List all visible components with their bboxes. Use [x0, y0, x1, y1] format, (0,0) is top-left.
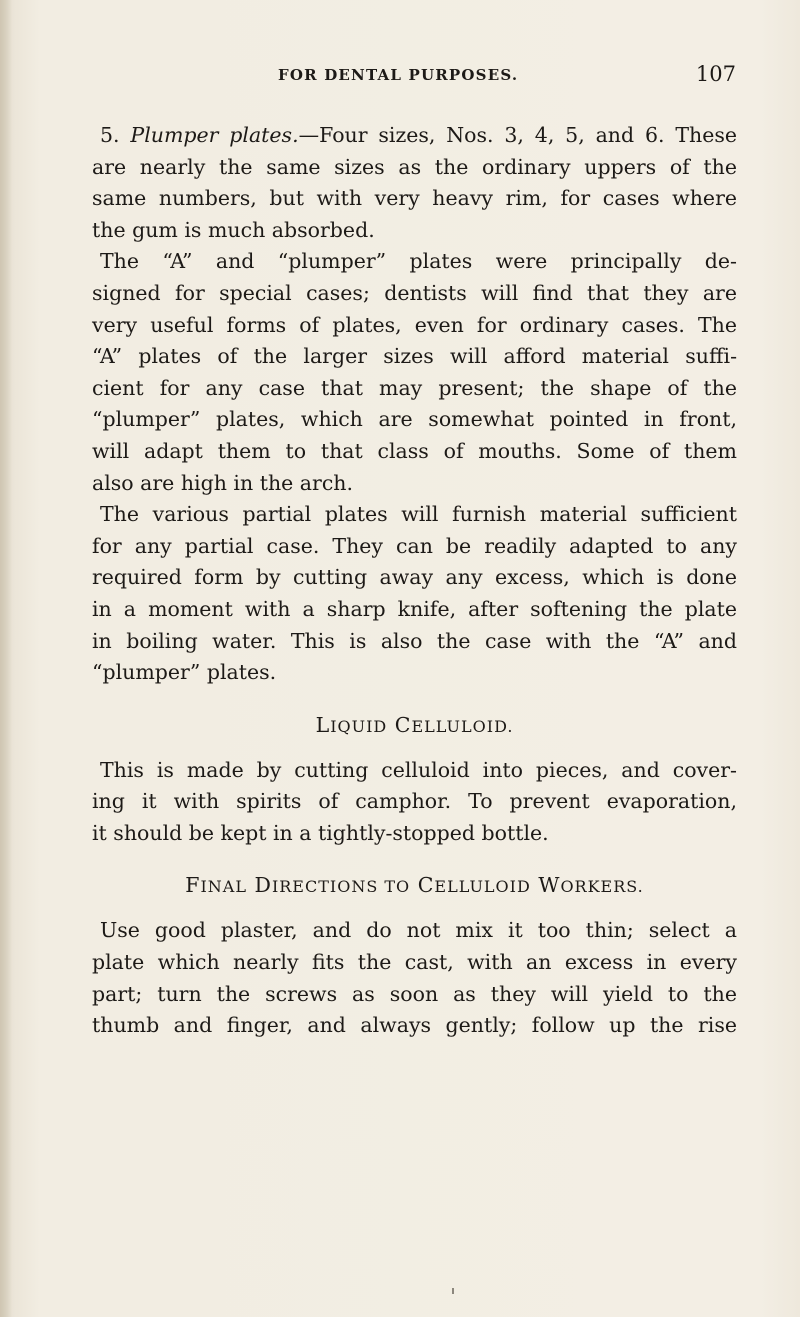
paragraph-2-line-2: signed for special cases; dentists will find that they are	[92, 280, 737, 305]
paragraph-2-line-8: also are high in the arch.	[92, 470, 354, 495]
paragraph-3-line-2: for any partial case. They can be readily adapted to any	[92, 533, 737, 558]
print-speck	[452, 1288, 454, 1294]
page-spine-shadow	[0, 0, 12, 1317]
paragraph-1-line-1	[92, 120, 737, 152]
heading-2-small-1: INAL	[200, 877, 247, 897]
paragraph-2-line-5: cient for any case that may present; the shape of the	[92, 375, 737, 400]
section-2-line-4: thumb and finger, and always gently; follow up the rise	[92, 1013, 737, 1038]
paragraph-1-line-4: the gum is much absorbed.	[92, 217, 375, 242]
heading-2-cap-1: F	[185, 873, 201, 898]
section-2-line-2: plate which nearly fits the cast, with an excess in every	[92, 950, 737, 975]
section-1-line-2: ing it with spirits of camphor. To prevent evaporation,	[92, 789, 737, 814]
paragraph-1-text: —Four sizes, Nos. 3, 4, 5, and 6. These	[298, 123, 737, 147]
section-2-line-1: Use good plaster, and do not mix it too thin; select a	[100, 918, 737, 943]
heading-1-cap-1: L	[315, 712, 331, 737]
heading-1-cap-2: C	[394, 712, 412, 737]
section-1-line-1: This is made by cutting celluloid into pieces, and cover-	[100, 757, 737, 782]
paragraph-2-line-1: The “A” and “plumper” plates were principally de-	[100, 249, 737, 274]
paragraph-1-line-2: are nearly the same sizes as the ordinary uppers of the	[92, 154, 737, 179]
paragraph-3-line-4: in a moment with a sharp knife, after softening the plate	[92, 596, 737, 621]
running-head	[88, 62, 736, 92]
page-number: 107	[695, 62, 736, 86]
section-heading-final-directions	[92, 855, 737, 915]
paragraph-3-line-1: The various partial plates will furnish material sufficient	[100, 502, 737, 527]
section-1-line-3: it should be kept in a tightly-stopped bottle.	[92, 820, 549, 845]
section-2-line-3: part; turn the screws as soon as they will yield to the	[92, 981, 737, 1006]
paragraph-1-line-3: same numbers, but with very heavy rim, for cases where	[92, 186, 737, 211]
running-title: FOR DENTAL PURPOSES.	[278, 66, 519, 84]
section-heading-liquid-celluloid	[92, 695, 737, 755]
heading-1-small-2: ELLULOID.	[411, 716, 514, 736]
heading-2-cap-4: W	[538, 873, 561, 898]
paragraph-2-line-6: “plumper” plates, which are somewhat pointed in front,	[92, 407, 737, 432]
paragraph-3-line-6: “plumper” plates.	[92, 660, 277, 685]
heading-2-cap-2: D	[254, 873, 272, 898]
item-number: 5.	[100, 123, 120, 147]
body-text	[92, 120, 737, 1042]
heading-2-small-4: ORKERS.	[560, 877, 644, 897]
paragraph-2-line-4: “A” plates of the larger sizes will afford material suffi-	[92, 344, 737, 369]
heading-2-small-3: ELLULOID	[434, 877, 531, 897]
heading-2-small-2: IRECTIONS TO	[271, 877, 411, 897]
paragraph-3-line-3: required form by cutting away any excess, which is done	[92, 565, 737, 590]
paragraph-3-line-5: in boiling water. This is also the case with the “A” and	[92, 628, 737, 653]
heading-1-small-1: IQUID	[330, 716, 388, 736]
item-title: Plumper plates.	[130, 123, 299, 147]
heading-2-cap-3: C	[417, 873, 435, 898]
paragraph-2-line-7: will adapt them to that class of mouths. Some of them	[92, 438, 737, 463]
paragraph-2-line-3: very useful forms of plates, even for ordinary cases. The	[92, 312, 737, 337]
